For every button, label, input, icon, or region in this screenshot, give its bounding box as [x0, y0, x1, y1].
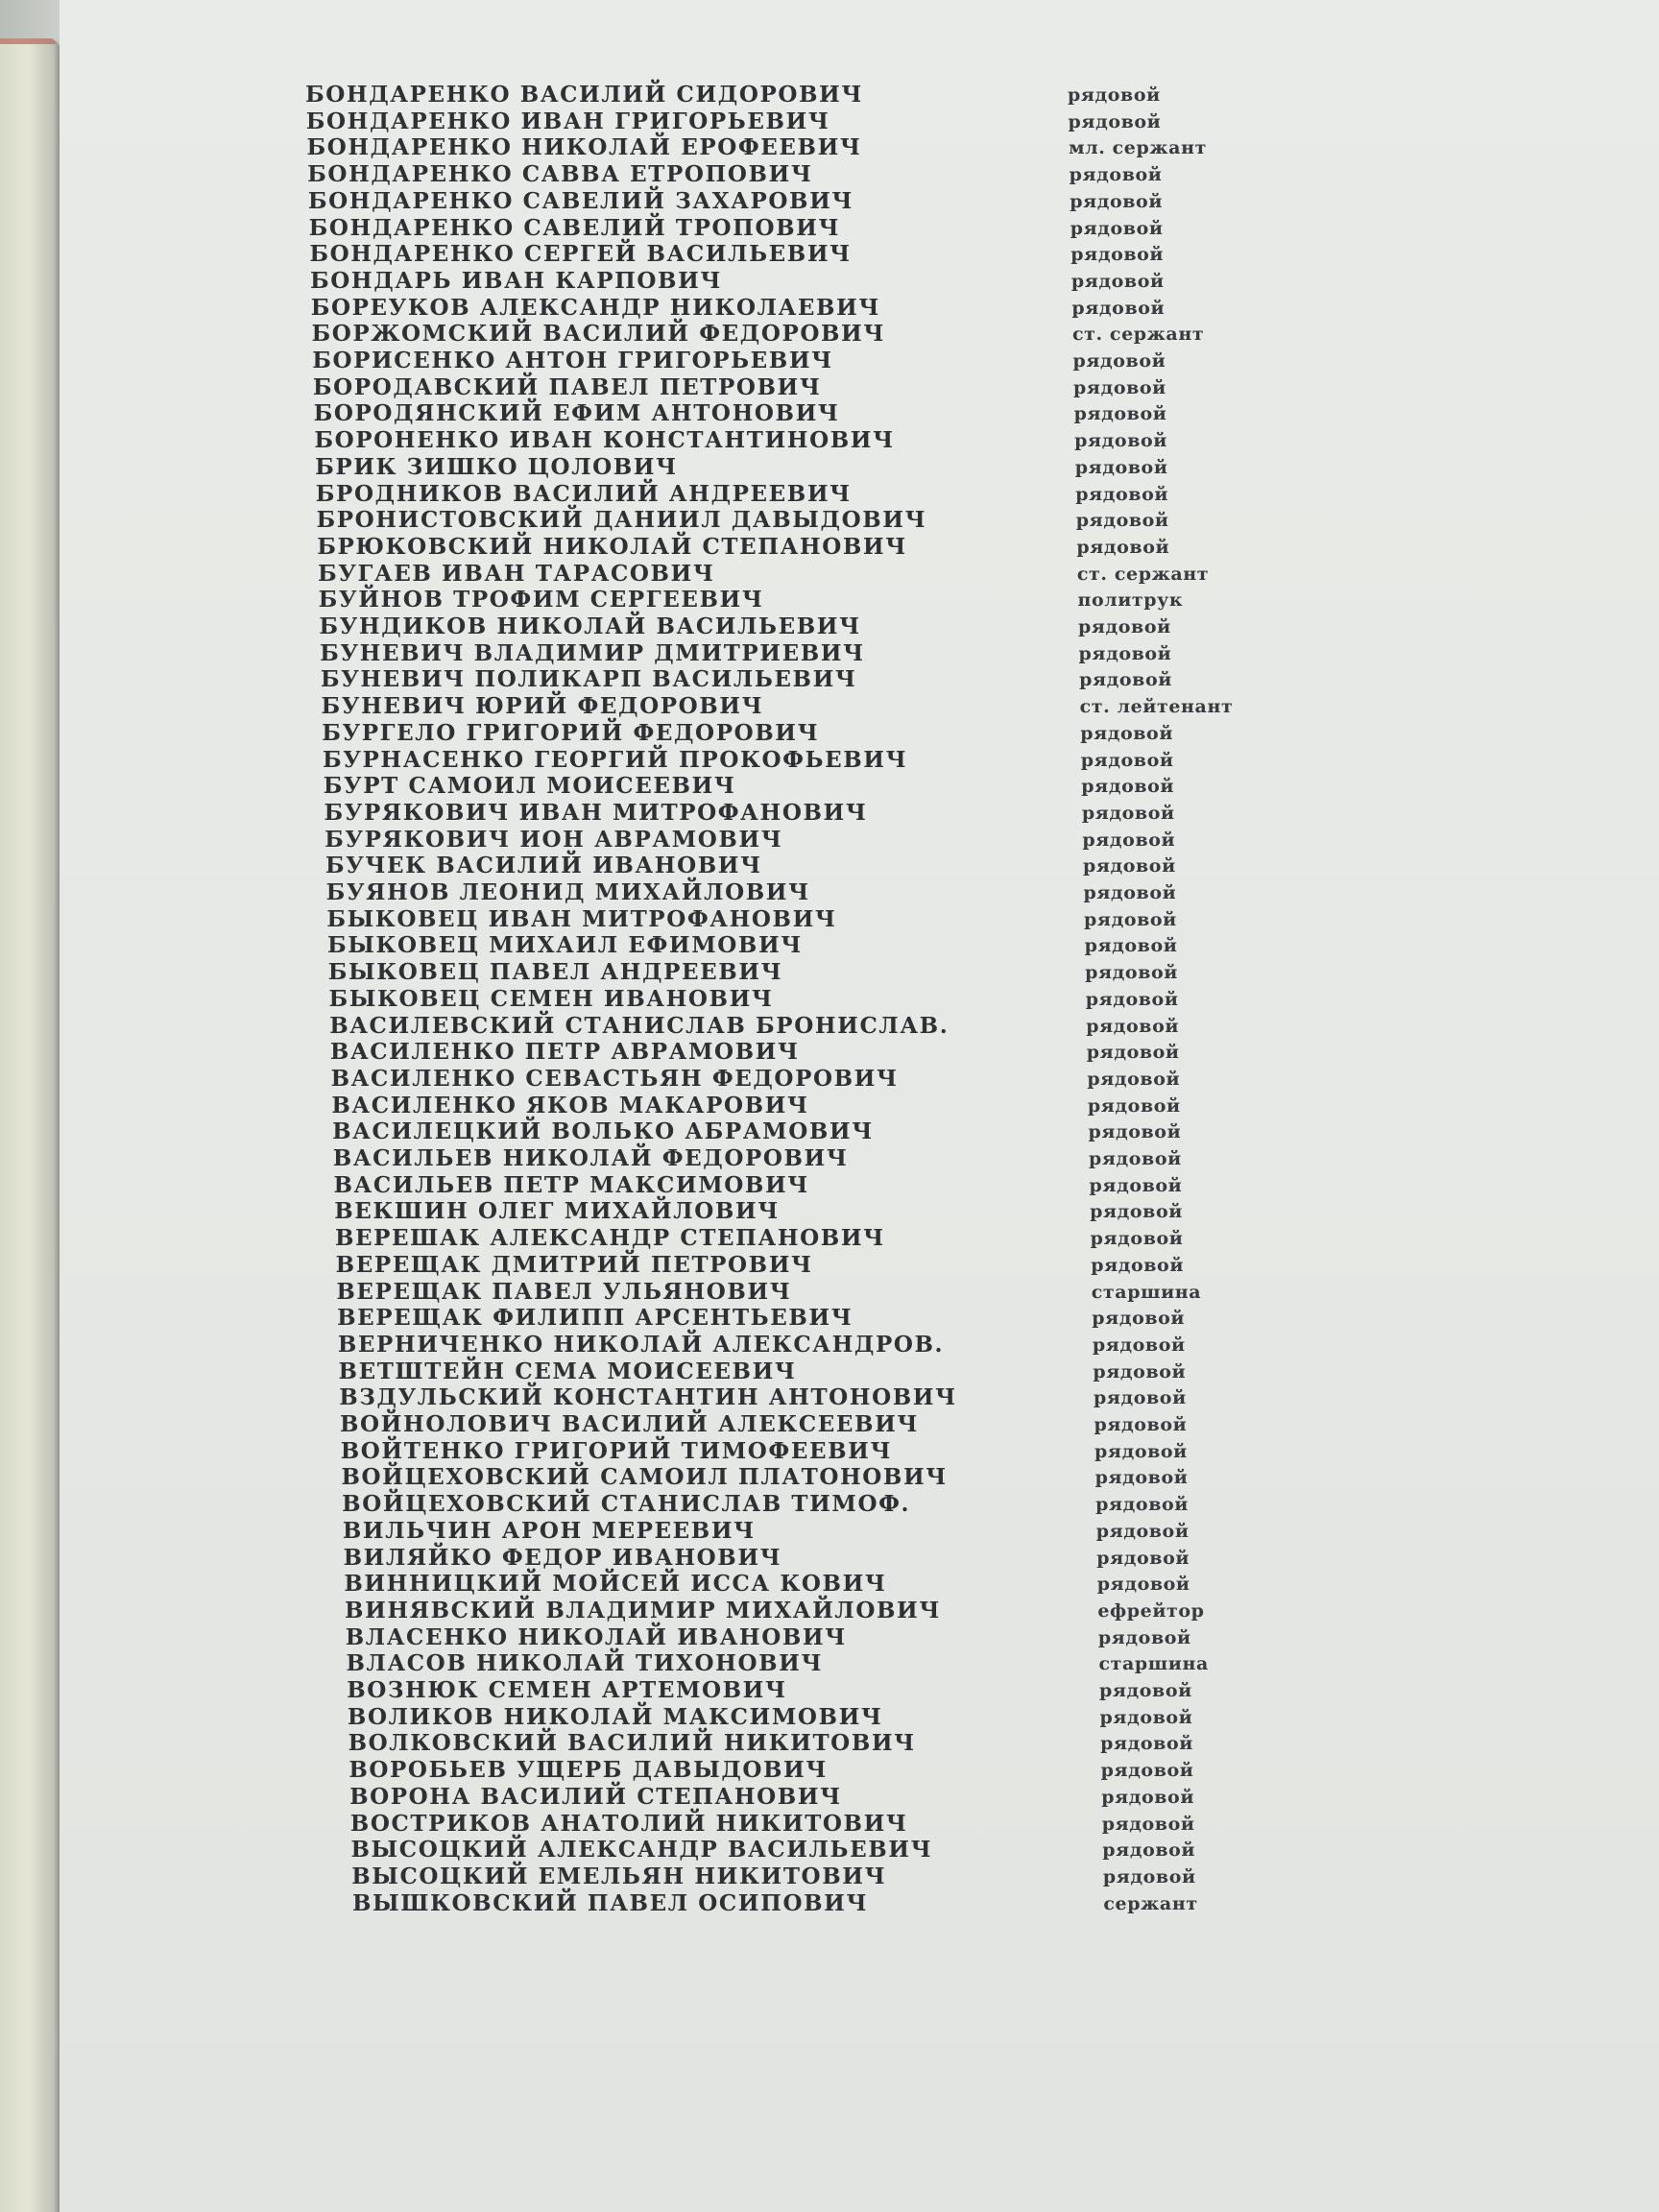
- soldier-name: БУРНАСЕНКО ГЕОРГИЙ ПРОКОФЬЕВИЧ: [323, 746, 908, 773]
- soldier-name: ВЕРЕЩАК ДМИТРИЙ ПЕТРОВИЧ: [335, 1251, 813, 1278]
- roster-list: [60, 0, 1659, 2212]
- soldier-rank: старшина: [1091, 1281, 1202, 1303]
- soldier-name: ВАСИЛЕНКО ПЕТР АВРАМОВИЧ: [329, 1039, 800, 1066]
- soldier-name: ВЛАСЕНКО НИКОЛАЙ ИВАНОВИЧ: [345, 1623, 847, 1650]
- soldier-name: ВАСИЛЬЕВ НИКОЛАЙ ФЕДОРОВИЧ: [332, 1145, 849, 1171]
- roster-row: [60, 1864, 1308, 1889]
- roster-row: [60, 162, 1308, 187]
- soldier-rank: рядовой: [1091, 1254, 1185, 1276]
- soldier-name: БОНДАРЬ ИВАН КАРПОВИЧ: [310, 267, 723, 294]
- soldier-rank: рядовой: [1068, 84, 1161, 106]
- soldier-name: БУЙНОВ ТРОФИМ СЕРГЕЕВИЧ: [318, 587, 764, 613]
- soldier-name: БОРОНЕНКО ИВАН КОНСТАНТИНОВИЧ: [314, 427, 895, 454]
- soldier-name: БУРТ САМОИЛ МОИСЕЕВИЧ: [323, 773, 736, 800]
- soldier-rank: рядовой: [1074, 430, 1167, 452]
- soldier-name: БУРЯКОВИЧ ИОН АВРАМОВИЧ: [325, 826, 783, 853]
- soldier-name: БУЧЕК ВАСИЛИЙ ИВАНОВИЧ: [325, 853, 762, 879]
- soldier-name: БОНДАРЕНКО СЕРГЕЙ ВАСИЛЬЕВИЧ: [309, 241, 852, 268]
- roster-row: [60, 667, 1308, 692]
- soldier-rank: сержант: [1103, 1892, 1198, 1914]
- soldier-name: БУНЕВИЧ ПОЛИКАРП ВАСИЛЬЕВИЧ: [320, 666, 857, 693]
- roster-row: [60, 721, 1308, 746]
- soldier-name: ВОЙНОЛОВИЧ ВАСИЛИЙ АЛЕКСЕЕВИЧ: [340, 1411, 920, 1437]
- soldier-rank: рядовой: [1099, 1706, 1193, 1728]
- roster-row: [60, 242, 1308, 267]
- soldier-name: ВЕРЕШАК АЛЕКСАНДР СТЕПАНОВИЧ: [334, 1225, 885, 1252]
- left-page-edge: [0, 38, 60, 2212]
- soldier-name: БУНДИКОВ НИКОЛАЙ ВАСИЛЬЕВИЧ: [319, 613, 861, 639]
- roster-row: [60, 1226, 1308, 1251]
- roster-row: [60, 1625, 1308, 1650]
- soldier-name: ВОЛИКОВ НИКОЛАЙ МАКСИМОВИЧ: [347, 1703, 883, 1730]
- roster-row: [60, 482, 1308, 507]
- soldier-rank: рядовой: [1072, 350, 1166, 372]
- soldier-name: ВЕКШИН ОЛЕГ МИХАЙЛОВИЧ: [334, 1198, 780, 1225]
- soldier-rank: мл. сержант: [1069, 137, 1207, 159]
- soldier-name: ВЕТШТЕЙН СЕМА МОИСЕЕВИЧ: [338, 1358, 797, 1384]
- soldier-name: ВАСИЛЬЕВ ПЕТР МАКСИМОВИЧ: [333, 1171, 809, 1198]
- soldier-name: БРИК ЗИШКО ЦОЛОВИЧ: [315, 453, 678, 480]
- roster-row: [60, 296, 1308, 321]
- roster-row: [60, 1333, 1308, 1358]
- soldier-name: ВЕРЕЩАК ФИЛИПП АРСЕНТЬЕВИЧ: [337, 1305, 854, 1332]
- roster-row: [60, 774, 1308, 799]
- soldier-rank: рядовой: [1093, 1387, 1187, 1409]
- soldier-rank: рядовой: [1070, 244, 1165, 266]
- soldier-name: БЫКОВЕЦ ИВАН МИТРОФАНОВИЧ: [326, 905, 837, 932]
- roster-row: [60, 189, 1308, 214]
- soldier-rank: рядовой: [1099, 1680, 1192, 1701]
- soldier-rank: рядовой: [1094, 1440, 1188, 1462]
- soldier-rank: рядовой: [1083, 882, 1177, 903]
- soldier-name: БЫКОВЕЦ ПАВЕЛ АНДРЕЕВИЧ: [327, 959, 783, 986]
- soldier-rank: рядовой: [1085, 988, 1179, 1010]
- soldier-name: БЫКОВЕЦ МИХАИЛ ЕФИМОВИЧ: [327, 932, 803, 959]
- soldier-rank: ст. лейтенант: [1079, 696, 1234, 718]
- soldier-name: БУГАЕВ ИВАН ТАРАСОВИЧ: [317, 560, 715, 587]
- soldier-name: ВЕРЕЩАК ПАВЕЛ УЛЬЯНОВИЧ: [336, 1278, 792, 1305]
- soldier-rank: старшина: [1098, 1653, 1209, 1675]
- roster-row: [60, 588, 1308, 613]
- soldier-rank: рядовой: [1076, 536, 1170, 558]
- soldier-name: БУРГЕЛО ГРИГОРИЙ ФЕДОРОВИЧ: [322, 719, 820, 746]
- roster-row: [60, 828, 1308, 853]
- roster-row: [60, 1572, 1308, 1597]
- soldier-rank: рядовой: [1085, 962, 1178, 984]
- soldier-rank: рядовой: [1071, 297, 1166, 319]
- soldier-name: БРОДНИКОВ ВАСИЛИЙ АНДРЕЕВИЧ: [315, 480, 852, 507]
- soldier-name: БУРЯКОВИЧ ИВАН МИТРОФАНОВИЧ: [324, 799, 868, 826]
- soldier-name: БОРИСЕНКО АНТОН ГРИГОРЬЕВИЧ: [312, 348, 833, 373]
- roster-row: [60, 641, 1308, 666]
- soldier-rank: рядовой: [1092, 1308, 1186, 1330]
- roster-row: [60, 880, 1308, 905]
- soldier-rank: рядовой: [1100, 1760, 1194, 1782]
- soldier-rank: рядовой: [1081, 776, 1175, 798]
- soldier-name: БРОНИСТОВСКИЙ ДАНИИЛ ДАВЫДОВИЧ: [316, 507, 927, 534]
- soldier-rank: рядовой: [1087, 1094, 1181, 1117]
- soldier-name: БОНДАРЕНКО ИВАН ГРИГОРЬЕВИЧ: [305, 108, 830, 134]
- roster-row: [60, 614, 1308, 639]
- roster-row: [60, 1306, 1308, 1331]
- roster-row: [60, 455, 1308, 480]
- roster-row: [60, 1758, 1308, 1783]
- soldier-name: ВЛАСОВ НИКОЛАЙ ТИХОНОВИЧ: [346, 1650, 824, 1677]
- roster-row: [60, 907, 1308, 932]
- soldier-name: ВАСИЛЕВСКИЙ СТАНИСЛАВ БРОНИСЛАВ.: [329, 1012, 950, 1039]
- soldier-rank: рядовой: [1082, 829, 1176, 851]
- roster-row: [60, 1546, 1308, 1571]
- soldier-rank: рядовой: [1089, 1174, 1183, 1196]
- soldier-rank: рядовой: [1070, 190, 1164, 212]
- right-page: [60, 0, 1659, 2212]
- roster-row: [60, 1146, 1308, 1171]
- soldier-name: ВЗДУЛЬСКИЙ КОНСТАНТИН АНТОНОВИЧ: [339, 1384, 957, 1411]
- roster-row: [60, 1678, 1308, 1703]
- roster-row: [60, 1014, 1308, 1039]
- soldier-name: БРЮКОВСКИЙ НИКОЛАЙ СТЕПАНОВИЧ: [317, 533, 907, 560]
- roster-row: [60, 1253, 1308, 1278]
- soldier-rank: рядовой: [1092, 1334, 1186, 1356]
- roster-row: [60, 933, 1308, 958]
- roster-row: [60, 1094, 1308, 1118]
- soldier-rank: рядовой: [1090, 1201, 1183, 1223]
- soldier-name: ВЫСОЦКИЙ ЕМЕЛЬЯН НИКИТОВИЧ: [351, 1863, 887, 1889]
- soldier-rank: рядовой: [1078, 642, 1172, 664]
- soldier-name: ВОЗНЮК СЕМЕН АРТЕМОВИЧ: [347, 1677, 787, 1703]
- soldier-name: ВАСИЛЕЦКИЙ ВОЛЬКО АБРАМОВИЧ: [332, 1118, 874, 1145]
- soldier-rank: рядовой: [1075, 483, 1169, 505]
- roster-row: [60, 1173, 1308, 1198]
- book-cover-edge: [0, 38, 56, 44]
- soldier-rank: рядовой: [1070, 217, 1164, 239]
- soldier-name: ВАСИЛЕНКО ЯКОВ МАКАРОВИЧ: [331, 1092, 809, 1118]
- soldier-rank: рядовой: [1095, 1520, 1190, 1542]
- soldier-rank: рядовой: [1069, 164, 1163, 186]
- roster-row: [60, 109, 1308, 134]
- soldier-rank: рядовой: [1086, 1042, 1180, 1064]
- soldier-name: ВЕРНИЧЕНКО НИКОЛАЙ АЛЕКСАНДРОВ.: [337, 1331, 945, 1358]
- roster-row: [60, 216, 1308, 241]
- soldier-rank: рядовой: [1087, 1068, 1181, 1090]
- soldier-name: БУНЕВИЧ ЮРИЙ ФЕДОРОВИЧ: [321, 693, 764, 720]
- soldier-name: БОНДАРЕНКО САВЕЛИЙ ЗАХАРОВИЧ: [307, 187, 854, 214]
- soldier-rank: рядовой: [1074, 456, 1168, 478]
- roster-row: [60, 1040, 1308, 1065]
- soldier-name: ВОЙЦЕХОВСКИЙ СТАНИСЛАВ ТИМОФ.: [342, 1491, 911, 1518]
- roster-row: [60, 349, 1308, 373]
- roster-row: [60, 562, 1308, 587]
- soldier-rank: рядовой: [1101, 1813, 1195, 1835]
- soldier-name: ВОРОБЬЕВ УЩЕРБ ДАВЫДОВИЧ: [349, 1757, 828, 1784]
- roster-row: [60, 1067, 1308, 1092]
- soldier-rank: рядовой: [1094, 1414, 1188, 1435]
- soldier-name: ВИЛЬЧИН АРОН МЕРЕЕВИЧ: [342, 1517, 756, 1544]
- roster-row: [60, 535, 1308, 560]
- soldier-rank: рядовой: [1097, 1626, 1191, 1648]
- soldier-name: ВОРОНА ВАСИЛИЙ СТЕПАНОВИЧ: [349, 1783, 842, 1810]
- roster-row: [60, 1412, 1308, 1437]
- soldier-rank: рядовой: [1095, 1494, 1189, 1516]
- soldier-rank: рядовой: [1081, 802, 1175, 824]
- soldier-rank: рядовой: [1084, 908, 1177, 930]
- roster-row: [60, 269, 1308, 294]
- roster-row: [60, 854, 1308, 878]
- soldier-rank: рядовой: [1080, 722, 1174, 744]
- soldier-rank: рядовой: [1089, 1148, 1182, 1169]
- roster-row: [60, 960, 1308, 985]
- roster-row: [60, 1119, 1308, 1144]
- soldier-name: ВИЛЯЙКО ФЕДОР ИВАНОВИЧ: [343, 1544, 782, 1571]
- roster-row: [60, 401, 1308, 426]
- soldier-name: БОНДАРЕНКО ВАСИЛИЙ СИДОРОВИЧ: [305, 82, 863, 108]
- soldier-rank: рядовой: [1073, 403, 1167, 425]
- roster-row: [60, 1838, 1308, 1863]
- roster-row: [60, 1731, 1308, 1756]
- soldier-name: БУЯНОВ ЛЕОНИД МИХАЙЛОВИЧ: [325, 879, 810, 905]
- roster-row: [60, 83, 1308, 108]
- soldier-rank: рядовой: [1068, 110, 1162, 132]
- roster-row: [60, 801, 1308, 826]
- soldier-rank: рядовой: [1093, 1360, 1187, 1382]
- soldier-name: ВЫСОЦКИЙ АЛЕКСАНДР ВАСИЛЬЕВИЧ: [350, 1837, 933, 1863]
- soldier-rank: рядовой: [1096, 1547, 1190, 1569]
- soldier-rank: рядовой: [1079, 669, 1172, 691]
- roster-row: [60, 1199, 1308, 1224]
- soldier-name: БУНЕВИЧ ВЛАДИМИР ДМИТРИЕВИЧ: [320, 639, 865, 666]
- roster-row: [60, 1492, 1308, 1517]
- soldier-rank: ст. сержант: [1071, 324, 1205, 346]
- soldier-name: ВИННИЦКИЙ МОЙСЕЙ ИССА КОВИЧ: [344, 1571, 887, 1598]
- soldier-rank: рядовой: [1100, 1733, 1193, 1755]
- roster-row: [60, 1519, 1308, 1544]
- soldier-rank: политрук: [1077, 589, 1184, 612]
- roster-row: [60, 1359, 1308, 1384]
- soldier-name: ВОЙТЕНКО ГРИГОРИЙ ТИМОФЕЕВИЧ: [340, 1437, 893, 1464]
- roster-row: [60, 1705, 1308, 1730]
- soldier-name: БОНДАРЕНКО НИКОЛАЙ ЕРОФЕЕВИЧ: [306, 134, 862, 161]
- roster-row: [60, 1785, 1308, 1810]
- soldier-rank: рядовой: [1078, 616, 1171, 637]
- soldier-name: БОНДАРЕНКО САВВА ЕТРОПОВИЧ: [307, 161, 813, 188]
- soldier-name: ВИНЯВСКИЙ ВЛАДИМИР МИХАЙЛОВИЧ: [345, 1597, 941, 1623]
- soldier-rank: рядовой: [1102, 1839, 1196, 1862]
- soldier-name: БОНДАРЕНКО САВЕЛИЙ ТРОПОВИЧ: [308, 214, 841, 241]
- roster-row: [60, 1385, 1308, 1410]
- soldier-name: ВОЛКОВСКИЙ ВАСИЛИЙ НИКИТОВИЧ: [348, 1730, 916, 1757]
- roster-row: [60, 1280, 1308, 1305]
- soldier-name: БОРЕУКОВ АЛЕКСАНДР НИКОЛАЕВИЧ: [310, 294, 880, 321]
- soldier-rank: рядовой: [1088, 1121, 1182, 1143]
- soldier-rank: рядовой: [1082, 855, 1176, 878]
- soldier-rank: рядовой: [1084, 935, 1178, 957]
- soldier-name: ВОСТРИКОВ АНАТОЛИЙ НИКИТОВИЧ: [349, 1810, 908, 1837]
- roster-row: [60, 428, 1308, 453]
- roster-row: [60, 987, 1308, 1012]
- soldier-rank: рядовой: [1101, 1786, 1195, 1808]
- soldier-rank: рядовой: [1090, 1228, 1184, 1250]
- roster-row: [60, 1891, 1308, 1916]
- roster-row: [60, 1812, 1308, 1837]
- roster-row: [60, 1599, 1308, 1623]
- soldier-name: БОРОДАВСКИЙ ПАВЕЛ ПЕТРОВИЧ: [312, 373, 822, 400]
- soldier-rank: ст. сержант: [1076, 563, 1210, 585]
- roster-row: [60, 322, 1308, 347]
- soldier-rank: рядовой: [1080, 749, 1174, 771]
- roster-row: [60, 375, 1308, 400]
- soldier-name: БЫКОВЕЦ СЕМЕН ИВАНОВИЧ: [328, 985, 774, 1012]
- soldier-name: БОРЖОМСКИЙ ВАСИЛИЙ ФЕДОРОВИЧ: [311, 321, 885, 348]
- soldier-rank: рядовой: [1086, 1015, 1180, 1037]
- soldier-rank: рядовой: [1096, 1574, 1190, 1596]
- roster-row: [60, 1651, 1308, 1676]
- soldier-rank: рядовой: [1070, 270, 1165, 292]
- soldier-rank: рядовой: [1094, 1467, 1189, 1489]
- soldier-name: ВЫШКОВСКИЙ ПАВЕЛ ОСИПОВИЧ: [351, 1889, 869, 1916]
- soldier-name: ВАСИЛЕНКО СЕВАСТЬЯН ФЕДОРОВИЧ: [330, 1065, 899, 1092]
- soldier-rank: рядовой: [1073, 376, 1166, 398]
- roster-row: [60, 748, 1308, 773]
- soldier-name: БОРОДЯНСКИЙ ЕФИМ АНТОНОВИЧ: [313, 400, 840, 427]
- soldier-rank: рядовой: [1075, 510, 1169, 532]
- soldier-name: ВОЙЦЕХОВСКИЙ САМОИЛ ПЛАТОНОВИЧ: [341, 1464, 948, 1491]
- roster-row: [60, 1439, 1308, 1464]
- soldier-rank: рядовой: [1102, 1865, 1196, 1887]
- roster-row: [60, 135, 1308, 160]
- roster-row: [60, 508, 1308, 533]
- roster-row: [60, 1465, 1308, 1490]
- roster-row: [60, 694, 1308, 719]
- soldier-rank: ефрейтор: [1097, 1599, 1205, 1622]
